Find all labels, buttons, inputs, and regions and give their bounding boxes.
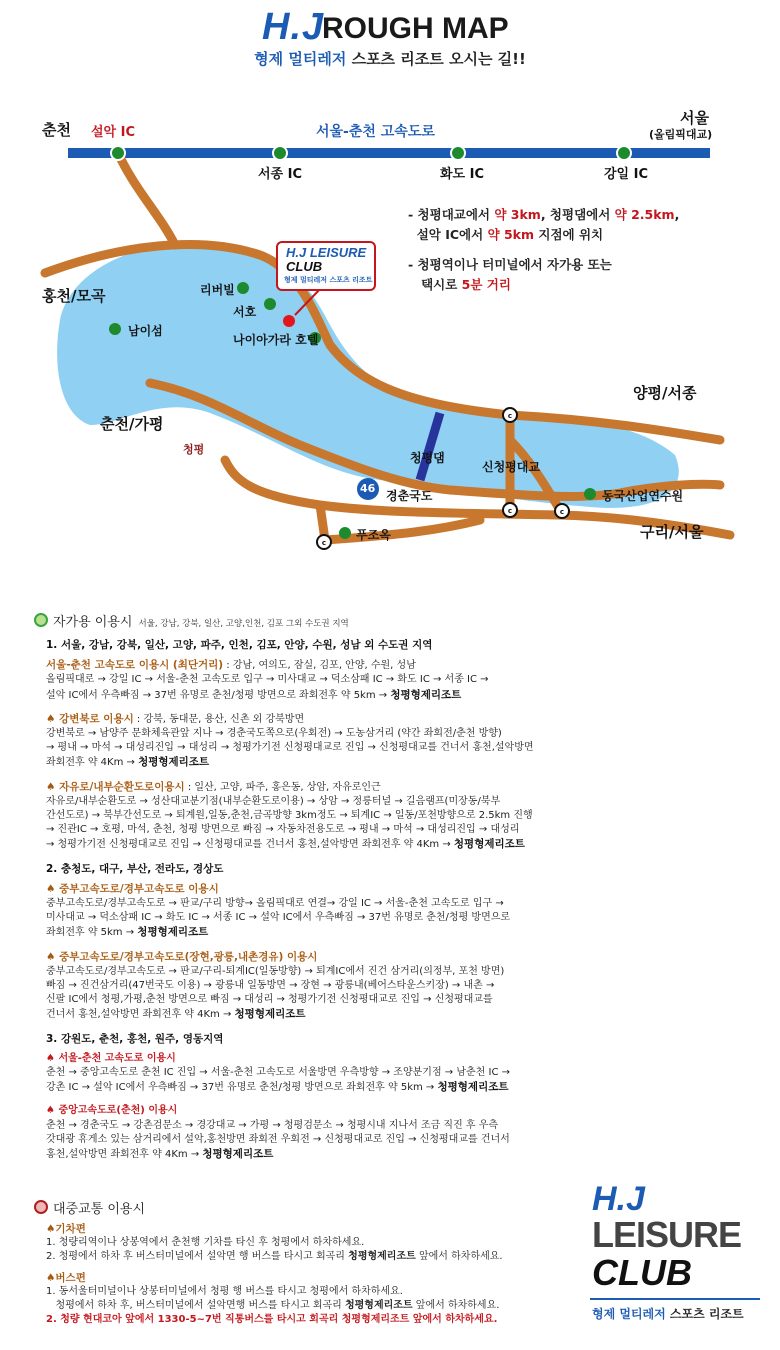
ic-hwado	[451, 146, 465, 160]
svg-text:c: c	[507, 412, 513, 420]
public-section-title: 대중교통 이용시	[53, 1202, 146, 1217]
bus-line: 앞에서 하차하세요.	[409, 1314, 498, 1326]
route-line: → 진관IC → 호평, 마석, 춘천, 청평 방면으로 빠짐 → 자동차전용도로 → 평내 → 마석 → 대성리진입 → 대성리	[46, 824, 520, 836]
destination: 청평형제리조트	[234, 1008, 306, 1021]
brand-line1: H.J	[592, 1180, 645, 1218]
label-seojong-ic: 서종 IC	[258, 167, 303, 182]
label-rivervill: 리버빌	[200, 283, 235, 297]
note-text: - 청평대교에서	[408, 207, 495, 222]
route-line: 빠짐 → 진건삼거리(47번국도 이용) → 광릉내 일동방면 → 장현 → 광릉내(베어스타운스키장) → 내촌 →	[46, 980, 495, 992]
label-seoul: 서울	[680, 109, 709, 127]
route-heading: 중부고속도로/경부고속도로 이용시	[59, 882, 219, 895]
brand-line3: CLUB	[592, 1252, 692, 1293]
route-areas: : 강북, 동대문, 용산, 신촌 외 강북방면	[133, 713, 305, 725]
train-line: 2. 청평에서 하차 후 버스터미널에서 설악면 행 버스를 타시고 회곡리	[46, 1251, 349, 1263]
destination: 청평형제리조트	[137, 926, 209, 939]
route-line: 홍천,설악방면 좌회전후 약 4Km →	[46, 1149, 203, 1161]
label-seoho: 서호	[233, 305, 257, 319]
route-line: 올림픽대로 → 강일 IC → 서울-춘천 고속도로 입구 → 미사대교 → 덕소삼패 IC → 화도 IC → 서종 IC →	[46, 674, 489, 686]
resort-callout-line3: 형제 멀티레저 스포츠 리조트	[284, 276, 373, 284]
road-seorak-north	[118, 153, 175, 245]
label-seoul-sub: (올림픽대교)	[649, 128, 713, 141]
label-niagara: 나이아가라 호텔	[233, 333, 319, 347]
destination: 청평형제리조트	[437, 1081, 509, 1094]
label-chuncheon-gapyeong: 춘천/가평	[100, 415, 164, 433]
route-block: ♠ 자유로/내부순환도로이용시 : 일산, 고양, 파주, 홍은동, 상암, 자유로인근 자유로/내부순환도로 → 성산대교분기점(내부순환도로이용) → 상암 → 정릉터널 → 길음램프(미장동/북부 간선도로) → 북부간선도로 → 퇴계원,일동,춘천,금곡방향 3km정도 → 퇴계IC → 일동/포천방향으로 2.5km 진행 → 진관IC → 호평, 마석, 춘천, 청평 방면으로 빠짐 → 자동차전용도로 → 평내 → 마석 → 대성리진입 → 대성리 → 청평가기전 신청평대교로 진입 → 신청평대교를 건너서 홍천,설악방면 좌회전후 약 4Km → 청평형제리조트	[46, 780, 754, 853]
route-line: 좌회전후 약 4Km →	[46, 757, 139, 769]
train-line: 1. 청량리역이나 상봉역에서 춘천행 기차를 타신 후 청평에서 하차하세요.	[46, 1237, 365, 1249]
group-heading: 1. 서울, 강남, 강북, 일산, 고양, 파주, 인천, 김포, 안양, 수원, 성남 외 수도권 지역	[46, 639, 433, 651]
page-subtitle	[0, 48, 780, 69]
destination: 청평형제리조트	[390, 688, 462, 701]
highway-name: 서울-춘천 고속도로	[316, 124, 435, 140]
brand-line2: LEISURE	[592, 1214, 742, 1255]
route-line: 춘천 → 경춘국도 → 강촌검문소 → 경강대교 → 가평 → 청평검문소 → 청평시내 지나서 조금 직진 후 우측	[46, 1119, 499, 1131]
label-gangil-ic: 강일 IC	[604, 167, 649, 182]
car-section-heading	[34, 611, 349, 630]
group-heading: 3. 강원도, 춘천, 홍천, 원주, 영동지역	[46, 1032, 224, 1045]
route-line: 간선도로) → 북부간선도로 → 퇴계원,일동,춘천,금곡방향 3km정도 → 퇴계IC → 일동/포천방향으로 2.5km 진행	[46, 810, 533, 822]
page-title: ROUGH MAP	[322, 12, 509, 45]
route-block: ♠ 서울-춘천 고속도로 이용시 춘천 → 중앙고속도로 춘천 IC 진입 → 서울-춘천 고속도로 서울방면 우측방향 → 조양분기점 → 남춘천 IC → 강촌 IC → 설악 IC에서 우측빠짐 → 37번 유명로 춘천/청평 방면으로 좌회전후 약 5km → 청평형제리조트	[46, 1052, 754, 1096]
brand-tagline-blue: 형제 멀티레저	[592, 1307, 666, 1321]
route-heading: 중앙고속도로(춘천) 이용시	[58, 1105, 178, 1117]
train-heading: ♠기차편	[46, 1223, 86, 1235]
route-line: 자유로/내부순환도로 → 성산대교분기점(내부순환도로이용) → 상암 → 정릉터널 → 길음램프(미장동/북부	[46, 795, 501, 807]
route-heading: 강변북로 이용시	[59, 712, 134, 725]
note-text: , 청평댐에서	[540, 207, 615, 222]
bullet-icon	[34, 1200, 48, 1214]
svg-text:c: c	[559, 508, 565, 516]
route-line: 미사대교 → 덕소삼패 IC → 화도 IC → 서종 IC → 설악 IC에서 우측빠짐 → 37번 유명로 춘천/청평 방면으로	[46, 912, 511, 924]
public-directions	[34, 1222, 574, 1333]
bullet-icon	[34, 613, 48, 627]
logo-hj: H.J	[262, 6, 325, 48]
resort-callout	[276, 241, 376, 291]
ic-gangil	[617, 146, 631, 160]
label-seorak-ic: 설악 IC	[91, 125, 136, 140]
route-block: ♠ 중부고속도로/경부고속도로(장현,광릉,내촌경유) 이용시 중부고속도로/경부고속도로 → 판교/구리-퇴계IC(일동방향) → 퇴계IC에서 진건 삼거리(의정부, 포천 방면) 빠짐 → 진건삼거리(47번국도 이용) → 광릉내 일동방면 → 장현 → 광릉내(베어스타운스키장) → 내촌 → 신팔 IC에서 청평,가평,춘천 방면으로 빠짐 → 대성리 → 청평가기전 신청평대교로 진입 → 신청평대교를 건너서 홍천,설악방면 좌회전후 약 4Km → 청평형제리조트	[46, 950, 754, 1023]
brand-divider	[590, 1298, 760, 1300]
label-dongguk: 동국산업연수원	[602, 489, 684, 503]
route-areas: : 강남, 여의도, 잠실, 김포, 안양, 수원, 성남	[223, 660, 416, 672]
label-yangpyeong: 양평/서종	[633, 384, 697, 402]
bus-line: 2. 청량 현대코아 앞에서 1330-5~7번 직통버스를 타시고 회곡리	[46, 1314, 342, 1326]
route-line: 중부고속도로/경부고속도로 → 판교/구리-퇴계IC(일동방향) → 퇴계IC에서 진건 삼거리(의정부, 포천 방면)	[46, 965, 505, 977]
route-heading: 자유로/내부순환도로이용시	[59, 780, 185, 793]
resort-dot	[283, 315, 295, 327]
brand-tagline	[592, 1305, 744, 1322]
dot-rivervill	[237, 282, 249, 294]
route-line: → 청평가기전 신청평대교로 진입 → 신청평대교를 건너서 홍천,설악방면 좌회전후 약 4Km →	[46, 839, 454, 851]
bus-heading: ♠버스편	[46, 1271, 86, 1284]
note-taxi	[408, 255, 679, 295]
dot-seoho	[264, 298, 276, 310]
label-hongcheon: 홍천/모곡	[42, 287, 106, 305]
label-new-bridge: 신청평대교	[482, 460, 540, 474]
dot-dongguk	[584, 488, 596, 500]
note-highlight: 약 3km	[494, 207, 541, 222]
bus-line: 1. 동서울터미널이나 상봉터미널에서 청평 행 버스를 타시고 청평에서 하차하세요.	[46, 1285, 403, 1297]
label-route46: 46	[360, 482, 376, 495]
bus-block	[46, 1271, 574, 1328]
note-highlight: 5분 거리	[461, 277, 511, 292]
note-text: 설악 IC에서	[416, 227, 488, 242]
ic-seorak	[111, 146, 125, 160]
highway-bar	[68, 148, 710, 158]
route-line: 강변북로 → 남양주 문화체육관앞 지나 → 경춘국도쪽으로(우회전) → 도농삼거리 (약간 좌회전/춘천 방향)	[46, 728, 502, 740]
dot-pujo	[339, 527, 351, 539]
destination: 청평형제리조트	[202, 1148, 274, 1161]
label-dam: 청평댐	[410, 451, 445, 465]
route-heading: 중부고속도로/경부고속도로(장현,광릉,내촌경유) 이용시	[59, 950, 318, 963]
destination: 청평형제리조트	[348, 1251, 416, 1263]
rough-map	[0, 95, 780, 595]
route-line: 강촌 IC → 설악 IC에서 우측빠짐 → 37번 유명로 춘천/청평 방면으로 좌회전후 약 5km →	[46, 1082, 438, 1094]
brand-tagline-dark: 스포츠 리조트	[665, 1307, 744, 1321]
label-nami: 남이섬	[128, 324, 163, 338]
route-line: 갓대광 휴게소 있는 삼거리에서 설악,홍천방면 좌회전 우회전 → 신청평대교로 진입 → 신청평대교를 건너서	[46, 1133, 510, 1145]
subtitle-text: 스포츠 리조트 오시는 길!!	[351, 50, 526, 68]
label-pujo: 푸조옥	[356, 528, 391, 542]
destination: 청평형제리조트	[138, 756, 210, 769]
train-line: 앞에서 하차하세요.	[415, 1251, 503, 1263]
label-gyeongchun: 경춘국도	[386, 489, 433, 503]
car-section-title: 자가용 이용시	[53, 615, 133, 630]
route-line: 중부고속도로/경부고속도로 → 판교/구리 방향→ 올림픽대로 연결→ 강일 IC → 서울-춘천 고속도로 입구 →	[46, 898, 504, 910]
route-line: 춘천 → 중앙고속도로 춘천 IC 진입 → 서울-춘천 고속도로 서울방면 우측방향 → 조양분기점 → 남춘천 IC →	[46, 1067, 510, 1079]
train-block	[46, 1222, 574, 1265]
note-distance	[408, 205, 679, 245]
route-block: ♠ 강변북로 이용시 : 강북, 동대문, 용산, 신촌 외 강북방면 강변북로 → 남양주 문화체육관앞 지나 → 경춘국도쪽으로(우회전) → 도농삼거리 (약간 좌회전/춘천 방향) → 평내 → 마석 → 대성리진입 → 대성리 → 청평가기전 신청평대교로 진입 → 신청평대교를 건너서 홍천,설악방면 좌회전후 약 4Km → 청평형제리조트	[46, 712, 754, 771]
car-directions	[34, 638, 754, 1171]
car-section-subtitle: 서울, 강남, 강북, 일산, 고양,인천, 김포 그외 수도권 지역	[138, 619, 349, 629]
public-section-heading	[34, 1198, 145, 1217]
svg-text:c: c	[321, 539, 327, 547]
route-block: ♠ 중앙고속도로(춘천) 이용시 춘천 → 경춘국도 → 강촌검문소 → 경강대교 → 가평 → 청평검문소 → 청평시내 지나서 조금 직진 후 우측 갓대광 휴게소 있는 삼거리에서 설악,홍천방면 좌회전 우회전 → 신청평대교로 진입 → 신청평대교를 건너서 홍천,설악방면 좌회전후 약 4Km → 청평형제리조트	[46, 1104, 754, 1162]
label-hwado-ic: 화도 IC	[440, 167, 485, 182]
route-line: → 평내 → 마석 → 대성리진입 → 대성리 → 청평가기전 신청평대교로 진입 → 신청평대교를 건너서 홍천,설악방면	[46, 742, 534, 754]
destination: 청평형제리조트	[453, 838, 525, 851]
route-heading: 서울-춘천 고속도로 이용시	[58, 1052, 176, 1064]
route-line: 좌회전후 약 5km →	[46, 927, 138, 939]
resort-callout-line2: CLUB	[286, 259, 323, 274]
label-chuncheon: 춘천	[42, 121, 71, 139]
route-line: 설악 IC에서 우측빠짐 → 37번 유명로 춘천/청평 방면으로 좌회전후 약 5km →	[46, 689, 391, 701]
route-line: 건너서 홍천,설악방면 좌회전후 약 4Km →	[46, 1009, 235, 1021]
group-heading: 2. 충청도, 대구, 부산, 전라도, 경상도	[46, 862, 224, 875]
note-text: - 청평역이나 터미널에서 자가용 또는	[408, 257, 612, 272]
route-block: ♠ 중부고속도로/경부고속도로 이용시 중부고속도로/경부고속도로 → 판교/구리 방향→ 올림픽대로 연결→ 강일 IC → 서울-춘천 고속도로 입구 → 미사대교 → 덕소삼패 IC → 화도 IC → 서종 IC → 설악 IC에서 우측빠짐 → 37번 유명로 춘천/청평 방면으로 좌회전후 약 5km → 청평형제리조트	[46, 882, 754, 941]
ic-seojong	[273, 146, 287, 160]
note-text: 택시로	[421, 277, 462, 292]
destination: 청평형제리조트	[344, 1300, 413, 1312]
bus-line: 앞에서 하차하세요.	[412, 1300, 500, 1312]
label-cheongpyeong: 청평	[183, 443, 205, 456]
svg-text:c: c	[507, 507, 513, 515]
brand-logo	[590, 1180, 765, 1330]
note-highlight: 약 5km	[487, 227, 535, 242]
page-header	[0, 0, 780, 80]
route-areas: : 일산, 고양, 파주, 홍은동, 상암, 자유로인근	[184, 781, 381, 793]
map-graphic	[0, 95, 780, 595]
subtitle-brand: 형제 멀티레저	[254, 50, 347, 68]
destination: 청평형제리조트	[341, 1314, 410, 1326]
location-notes	[408, 205, 679, 305]
route-line: 신팔 IC에서 청평,가평,춘천 방면으로 빠짐 → 대성리 → 청평가기전 신청평대교로 진입 → 신청평대교를	[46, 994, 493, 1006]
note-text: ,	[674, 207, 680, 222]
label-guri: 구리/서울	[640, 523, 704, 541]
route-block	[46, 658, 754, 703]
note-text: 지점에 위치	[534, 227, 604, 242]
bus-line: 청평에서 하차 후, 버스터미널에서 설악면행 버스를 타시고 회곡리	[55, 1300, 345, 1312]
route-heading: 서울-춘천 고속도로 이용시 (최단거리)	[46, 659, 224, 672]
dot-nami	[109, 323, 121, 335]
resort-callout-line1: H.J LEISURE	[286, 245, 367, 260]
note-highlight: 약 2.5km	[614, 207, 675, 222]
